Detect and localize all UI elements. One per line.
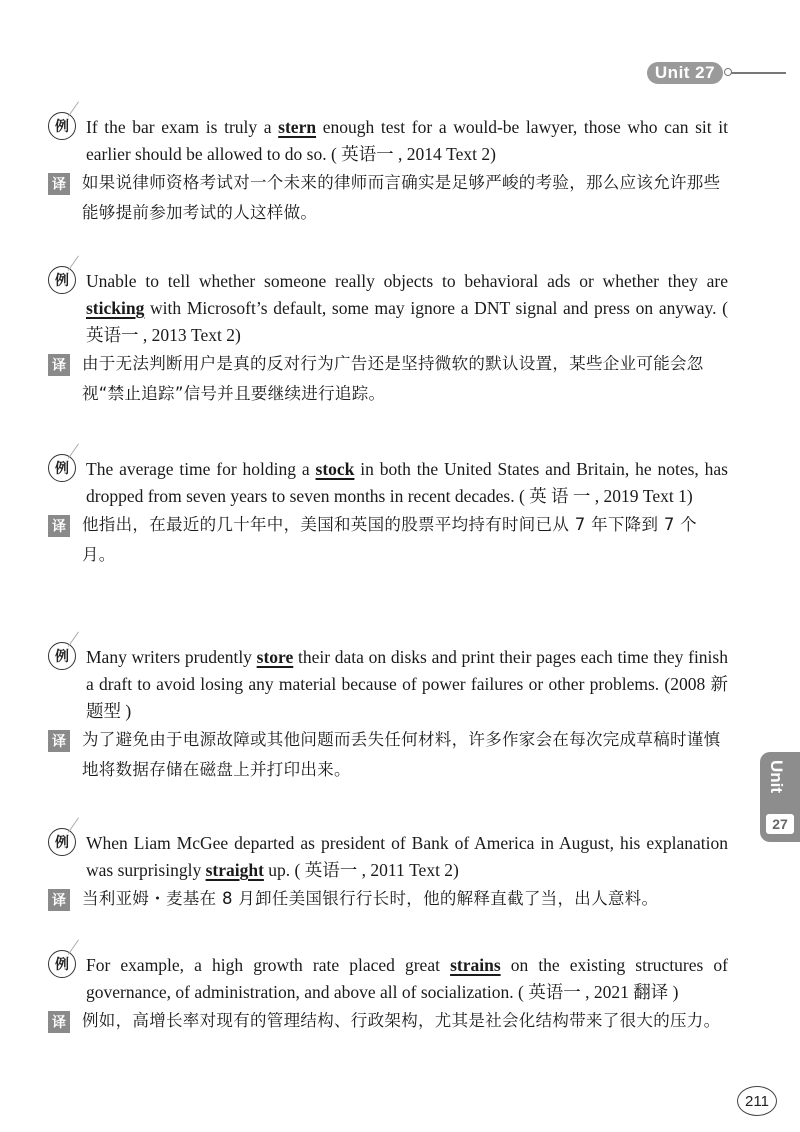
example-sentence: The average time for holding a stock in both the United States and Britain, he notes, has dropped from seven years to seven months in recent decades. ( 英 语 一 , 2019 Text 1) [86,459,728,506]
unit-header-badge: Unit 27 [647,62,723,84]
example-icon: 例 [48,266,76,294]
translation-icon: 译 [48,515,70,537]
side-tab-number: 27 [766,814,794,834]
header-divider-dot [724,68,732,76]
side-tab-word: Unit [767,760,786,794]
example-icon: 例 [48,950,76,978]
keyword: strains [450,955,501,975]
translation-text: 为了避免由于电源故障或其他问题而丢失任何材料，许多作家会在每次完成草稿时谨慎地将数据存储在磁盘上并打印出来。 [82,730,721,779]
translation-text: 由于无法判断用户是真的反对行为广告还是坚持微软的默认设置，某些企业可能会忽视“禁止追踪”信号并且要继续进行追踪。 [82,354,704,403]
example-sentence: Many writers prudently store their data on disks and print their pages each time they finish a draft to avoid losing any material because of power failures or other problems. (2008 新题型 ) [86,647,728,721]
example-sentence: When Liam McGee departed as president of Bank of America in August, his explanation was surprisingly straight up. ( 英语一 , 2011 Text 2) [86,833,728,880]
translation-text: 如果说律师资格考试对一个未来的律师而言确实是足够严峻的考验，那么应该允许那些能够提前参加考试的人这样做。 [82,173,721,222]
translation-icon: 译 [48,354,70,376]
example-icon: 例 [48,642,76,670]
example-entry-strains [48,952,728,1036]
keyword: stock [315,459,355,479]
example-icon: 例 [48,828,76,856]
translation-text: 他指出，在最近的几十年中，美国和英国的股票平均持有时间已从 7 年下降到 7 个月。 [82,515,697,564]
example-sentence: If the bar exam is truly a stern enough test for a would-be lawyer, those who can sit it earlier should be allowed to do so. ( 英语一 , 2014 Text 2) [86,117,728,164]
example-entry-straight [48,830,728,914]
example-entry-stern [48,114,728,228]
keyword: stern [278,117,317,137]
keyword: sticking [86,298,145,318]
unit-side-tab [760,752,800,842]
translation-icon: 译 [48,730,70,752]
translation-text: 例如，高增长率对现有的管理结构、行政架构，尤其是社会化结构带来了很大的压力。 [82,1011,721,1030]
example-icon: 例 [48,112,76,140]
translation-icon: 译 [48,1011,70,1033]
example-entry-stock [48,456,728,570]
example-icon: 例 [48,454,76,482]
translation-text: 当利亚姆・麦基在 8 月卸任美国银行行长时，他的解释直截了当，出人意料。 [82,889,659,908]
page-number: 211 [737,1086,777,1116]
example-sentence: Unable to tell whether someone really objects to behavioral ads or whether they are sticking with Microsoft’s default, some may ignore a DNT signal and press on anyway. ( 英语一 , 2013 Text 2) [86,271,728,345]
example-sentence: For example, a high growth rate placed great strains on the existing structures of governance, of administration, and above all of socialization. ( 英语一 , 2021 翻译 ) [86,955,729,1002]
keyword: store [256,647,294,667]
translation-icon: 译 [48,889,70,911]
example-entry-sticking [48,268,728,409]
header-divider [726,72,786,74]
translation-icon: 译 [48,173,70,195]
keyword: straight [205,860,264,880]
example-entry-store [48,644,728,785]
